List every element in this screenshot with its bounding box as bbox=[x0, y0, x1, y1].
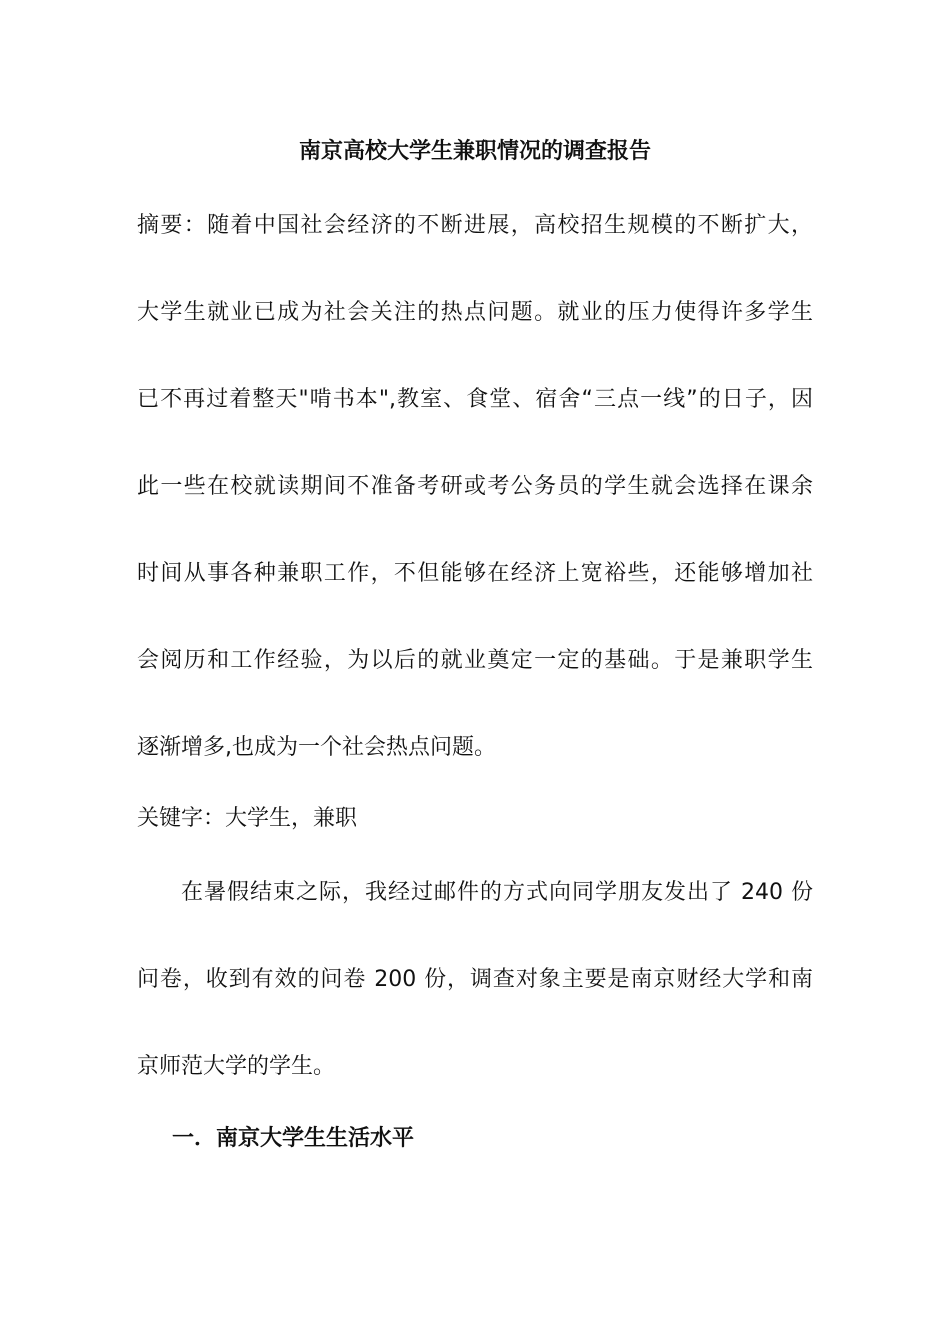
abstract-line: 逐渐增多,也成为一个社会热点问题。 bbox=[137, 735, 496, 760]
abstract-line: 时间从事各种兼职工作，不但能够在经济上宽裕些，还能够增加社 bbox=[137, 561, 813, 586]
intro-line: 问卷，收到有效的问卷 200 份，调查对象主要是南京财经大学和南 bbox=[137, 967, 813, 992]
intro-line: 京师范大学的学生。 bbox=[137, 1054, 336, 1079]
abstract-line: 大学生就业已成为社会关注的热点问题。就业的压力使得许多学生 bbox=[137, 300, 813, 325]
section-heading: 一．南京大学生生活水平 bbox=[172, 1126, 415, 1151]
abstract-line: 此一些在校就读期间不准备考研或考公务员的学生就会选择在课余 bbox=[137, 474, 813, 499]
intro-line: 在暑假结束之际，我经过邮件的方式向同学朋友发出了 240 份 bbox=[181, 880, 813, 905]
abstract-line: 摘要：随着中国社会经济的不断进展，高校招生规模的不断扩大， bbox=[137, 213, 813, 238]
abstract-line: 已不再过着整天"啃书本",教室、食堂、宿舍“三点一线”的日子，因 bbox=[137, 387, 813, 412]
document-title: 南京高校大学生兼职情况的调查报告 bbox=[298, 139, 651, 164]
keywords-line: 关键字：大学生，兼职 bbox=[137, 806, 358, 831]
abstract-line: 会阅历和工作经验，为以后的就业奠定一定的基础。于是兼职学生 bbox=[137, 648, 813, 673]
